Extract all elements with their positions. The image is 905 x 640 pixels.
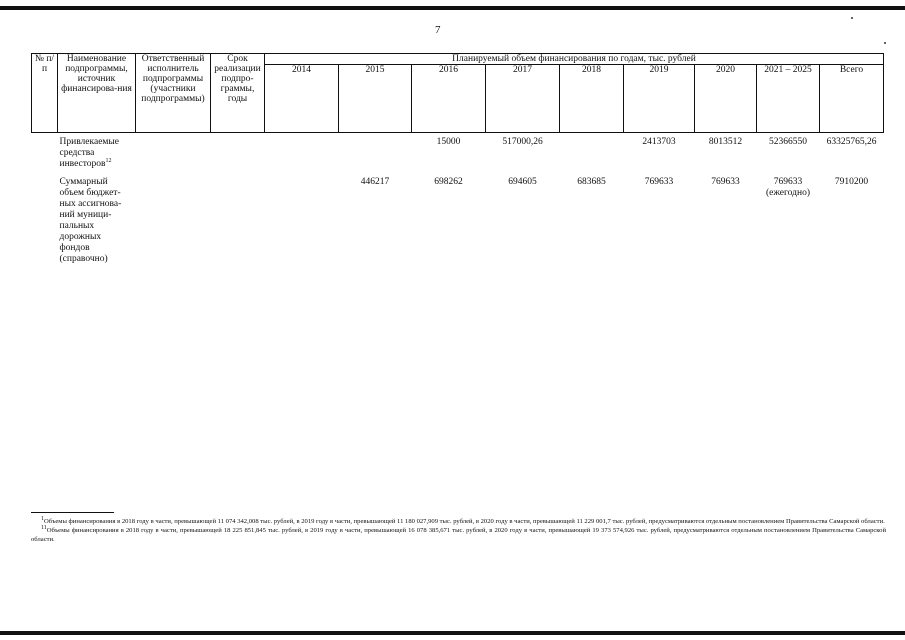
footnote-separator [31,512,114,513]
row-term [211,177,265,265]
cell-2018: 683685 [577,177,606,187]
cell-2021-2025: 52366550 [769,137,807,147]
row-num [32,177,58,265]
financing-table [31,53,884,265]
header-year: 2017 [486,65,560,133]
cell-2017: 694605 [508,177,537,187]
footnote-mark: 11 [41,525,47,532]
cell-note: (ежегодно) [765,188,810,198]
cell-2019: 2413703 [642,137,676,147]
header-year: 2019 [624,65,695,133]
scan-speck [851,17,853,19]
header-num: № п/п [32,54,58,133]
cell-2019: 769633 [644,177,674,187]
cell-total: 63325765,26 [826,137,877,147]
cell-2016: 15000 [436,137,461,147]
footnote-ref: 12 [105,157,112,164]
table-row [32,177,884,265]
header-name: Наименование подпрограммы, источник финансирова-ния [58,54,136,133]
cell-2014 [265,133,339,178]
footnotes [31,517,886,545]
cell-value: 769633 [773,177,803,187]
row-term [211,133,265,178]
cell-2017: 517000,26 [502,137,543,147]
top-border-line [0,6,905,10]
cell-2021-2025 [757,177,820,265]
header-term: Срок реализации подпро-граммы, годы [211,54,265,133]
header-financing: Планируемый объем финансирования по годам, тыс. рублей [265,54,884,65]
footnote [31,517,886,526]
header-year: 2018 [560,65,624,133]
bottom-border-line [0,631,905,635]
header-year: 2020 [695,65,757,133]
cell-2014 [265,177,339,265]
footnote-mark: 1 [41,515,44,522]
row-source-name [58,133,136,178]
footnote [31,526,886,544]
row-source-label: Привлекаемые средства инвесторов [59,137,120,169]
cell-2015 [339,133,412,178]
cell-2015: 446217 [360,177,390,187]
header-year: 2021 – 2025 [757,65,820,133]
footnote-text: Объемы финансирования в 2018 году в части, превышающей 18 225 851,845 тыс. рублей, в 2019 году в части, превышающей 16 078 385,671 тыс. рублей, в 2020 году в части, превышающей 19 373 574,926 тыс. рублей, предусматриваются отдельным постановлением Правительства Самарской области. [31,527,886,544]
cell-2020: 8013512 [708,137,743,147]
header-year: 2014 [265,65,339,133]
row-executor [136,133,211,178]
row-executor [136,177,211,265]
row-num [32,133,58,178]
footnote-text: Объемы финансирования в 2018 году в части, превышающей 11 074 342,008 тыс. рублей, в 2019 году в части, превышающей 11 180 027,909 тыс. рублей, в 2020 году в части, превышающей 11 229 001,7 тыс. рублей, предусматриваются отдельным постановлением Правительства Самарской области. [44,518,885,525]
row-source-name: Суммарный объем бюджет-ных ассигнова-ний муници-пальных дорожных фондов (справочно) [59,177,122,264]
table-row [32,133,884,178]
header-executor: Ответственный исполнитель подпрограммы (участники подпрограммы) [136,54,211,133]
cell-2020: 769633 [711,177,740,187]
cell-2016: 698262 [434,177,463,187]
cell-2018 [560,133,624,178]
page-number: 7 [435,24,441,36]
header-year: 2016 [412,65,486,133]
table-header [32,54,884,133]
cell-total: 7910200 [834,177,869,187]
header-total: Всего [820,65,884,133]
header-year: 2015 [339,65,412,133]
scan-speck [884,42,886,44]
